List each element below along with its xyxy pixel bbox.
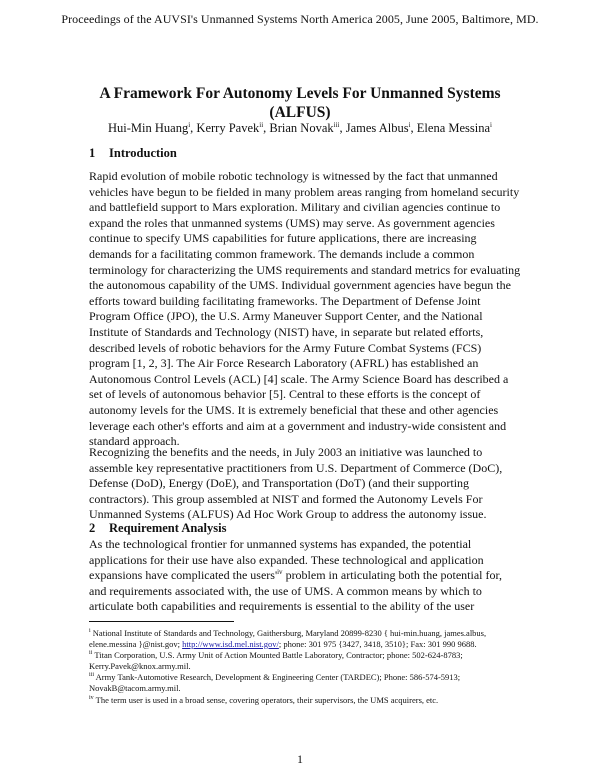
text-line: Defense (DoD), Energy (DoE), and Transportation (DoT) (and their supporting bbox=[89, 476, 470, 491]
text-segment: expansions have complicated the users' bbox=[89, 568, 278, 583]
text-line: applications for their use have also expanded. These technological and application bbox=[89, 552, 484, 567]
footnote-line bbox=[89, 639, 519, 650]
author-name: Brian Novak bbox=[269, 121, 334, 135]
paper-title bbox=[60, 84, 540, 122]
text-line: set of levels of autonomous behavior [5]. Central to these efforts is the concept of bbox=[89, 387, 481, 402]
text-line: articulate both capabilities and requirements is essential to the ability of the user bbox=[89, 599, 475, 614]
text-line: continue to specify UMS capabilities for future applications, there are increasing bbox=[89, 231, 477, 246]
affiliation-mark: i bbox=[188, 120, 191, 129]
intro-paragraph-2 bbox=[89, 445, 511, 523]
text-line: vehicles have begun to be fielded in many problem areas ranging from homeland security bbox=[89, 184, 520, 199]
footnote-line: Kerry.Pavek@knox.army.mil. bbox=[89, 660, 191, 671]
section-title: Introduction bbox=[109, 146, 177, 160]
page-number: 1 bbox=[297, 752, 303, 766]
footnote-text: Army Tank-Automotive Research, Development & Engineering Center (TARDEC); Phone: 586-574-5913; bbox=[95, 672, 461, 683]
affiliation-mark: iii bbox=[333, 120, 340, 129]
text-line: and battlefield support to Mars exploration. Military and civilian agencies continue to bbox=[89, 200, 501, 215]
footnote-line bbox=[89, 672, 519, 683]
footnote-line bbox=[89, 695, 519, 706]
author-list bbox=[40, 121, 560, 136]
text-line: efforts toward building facilitating frameworks. The Department of Defense Joint bbox=[89, 293, 481, 308]
author-separator: , bbox=[410, 121, 417, 135]
author-name: Kerry Pavek bbox=[196, 121, 260, 135]
running-header: Proceedings of the AUVSI's Unmanned Systems North America 2005, June 2005, Baltimore, MD. bbox=[61, 12, 539, 26]
footnote-mark: i bbox=[89, 628, 91, 635]
footnote-text: elene.messina }@nist.gov; bbox=[89, 638, 183, 649]
footnote-mark: ii bbox=[89, 650, 93, 657]
author-name: James Albus bbox=[345, 121, 409, 135]
author-separator: , bbox=[190, 121, 197, 135]
author-name: Hui-Min Huang bbox=[108, 121, 189, 135]
text-line: expand the roles that unmanned systems (UMS) may serve. As government agencies bbox=[89, 215, 495, 230]
footnote-line bbox=[89, 628, 519, 639]
text-line: and requirements associated with, the use of UMS. A common means by which to bbox=[89, 583, 482, 598]
text-line: the autonomous capability of the UMS. Individual government agencies have begun the bbox=[89, 278, 511, 293]
affiliation-mark: ii bbox=[259, 120, 264, 129]
text-line: demands for a facilitating common framework. The demands include a common bbox=[89, 246, 475, 261]
footnote-2 bbox=[89, 650, 519, 671]
footnote-mark: iv bbox=[277, 568, 283, 577]
footnote-text: National Institute of Standards and Technology, Gaithersburg, Maryland 20899-8230 { hui-min.huang, james.albus, bbox=[92, 628, 487, 638]
text-line: assemble key representative practitioners from U.S. Department of Commerce (DoC), bbox=[89, 460, 503, 475]
intro-paragraph-1 bbox=[89, 169, 521, 450]
author-name: Elena Messina bbox=[416, 121, 491, 135]
section-title: Requirement Analysis bbox=[109, 521, 227, 535]
text-line: Recognizing the benefits and the needs, in July 2003 an initiative was launched to bbox=[89, 445, 483, 459]
footnote-mark: iv bbox=[89, 694, 94, 701]
footnote-text: Titan Corporation, U.S. Army Unit of Action Mounted Battle Laboratory, Contractor; phone: 502-624-8783; bbox=[94, 650, 463, 661]
footnote-line bbox=[89, 650, 519, 661]
text-segment: problem in articulating both the potential for, bbox=[282, 568, 503, 583]
requirement-paragraph bbox=[89, 537, 511, 615]
text-line: contractors). This group assembled at NIST and formed the Autonomy Levels For bbox=[89, 491, 483, 506]
footnote-mark: iii bbox=[89, 672, 95, 679]
text-line: Unmanned Systems (ALFUS) Ad Hoc Work Group to address the autonomy issue. bbox=[89, 507, 487, 522]
section-heading-introduction bbox=[89, 146, 177, 161]
nist-website-link[interactable]: http://www.isd.mel.nist.gov/ bbox=[182, 638, 279, 649]
footnote-3 bbox=[89, 672, 519, 693]
footnotes bbox=[89, 628, 519, 706]
footnote-line: NovakB@tacom.army.mil. bbox=[89, 682, 181, 693]
footnote-separator bbox=[89, 621, 234, 622]
author-separator: , bbox=[339, 121, 346, 135]
text-line: terminology for characterizing the UMS requirements and standard metrics for evaluating bbox=[89, 262, 521, 277]
affiliation-mark: i bbox=[490, 120, 492, 129]
section-number: 2 bbox=[89, 521, 96, 535]
title-line-1: A Framework For Autonomy Levels For Unmanned Systems bbox=[99, 85, 501, 102]
text-line: standard approach. bbox=[89, 434, 180, 449]
text-line: As the technological frontier for unmanned systems has expanded, the potential bbox=[89, 537, 472, 551]
text-line bbox=[89, 568, 511, 584]
footnote-text: The term user is used in a broad sense, covering operators, their supervisors, the UMS acquirers, etc. bbox=[95, 694, 439, 705]
text-line: Autonomous Control Levels (ACL) [4] scale. The Army Science Board has described a bbox=[89, 371, 509, 386]
text-line: Institute of Standards and Technology (NIST) have, in separate but related efforts, bbox=[89, 324, 484, 339]
footnote-1 bbox=[89, 628, 519, 649]
footnote-4 bbox=[89, 695, 519, 706]
text-line: Rapid evolution of mobile robotic technology is witnessed by the fact that unmanned bbox=[89, 169, 498, 183]
text-line: program [1, 2, 3]. The Air Force Research Laboratory (AFRL) has established an bbox=[89, 356, 479, 371]
text-line: leverage each other's efforts and aim at a government and industry-wide consistent and bbox=[89, 418, 507, 433]
text-line: described levels of robotic behaviors for the Army Future Combat Systems (FCS) bbox=[89, 340, 482, 355]
affiliation-mark: i bbox=[408, 120, 411, 129]
text-line: Program Office (JPO), the U.S. Army Maneuver Support Center, and the National bbox=[89, 309, 483, 324]
section-heading-requirement-analysis bbox=[89, 521, 227, 536]
text-line: autonomy levels for the UMS. It is extremely beneficial that these and other agencies bbox=[89, 402, 499, 417]
section-number: 1 bbox=[89, 146, 96, 160]
title-line-2: (ALFUS) bbox=[269, 104, 331, 121]
footnote-text: ; phone: 301 975 {3427, 3418, 3510}; Fax: 301 990 9688. bbox=[278, 638, 477, 649]
author-separator: , bbox=[263, 121, 270, 135]
